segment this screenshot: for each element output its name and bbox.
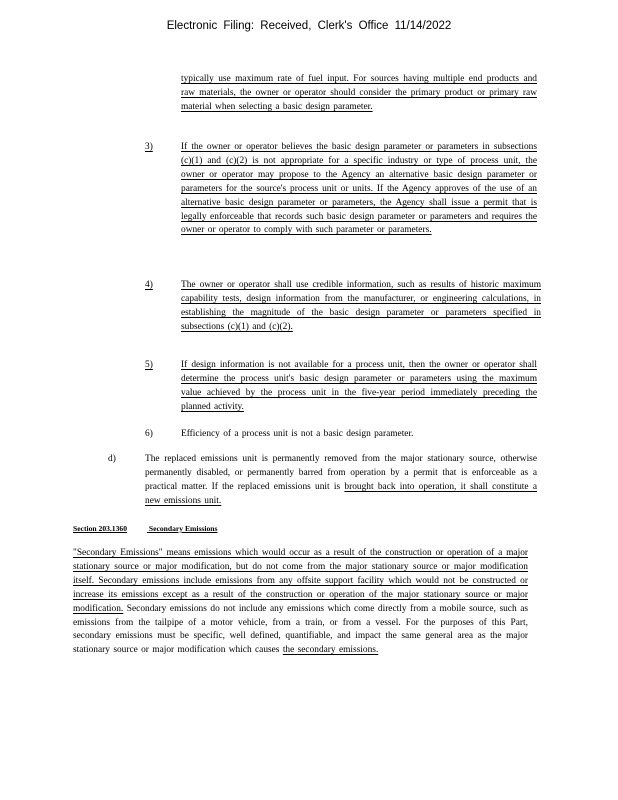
definition-underlined-end: the secondary emissions. [282, 645, 379, 656]
item-3-text: If the owner or operator believes the basic design parameter or parameters in subsections (c)(1) and (c)(2) is not appropriate for a specific industry or type of process unit, the owner or operator may propose to the Agency an alternative basic design parameter or parameters for the source's process unit or units. If the Agency approves of the use of an alternative basic design parameter or parameters, the Agency shall issue a permit that is legally enforceable that records such basic design parameter or parameters and requires the owner or operator to comply with such parameter or parameters. [181, 142, 537, 236]
continuation-paragraph: typically use maximum rate of fuel input. For sources having multiple end products and raw materials, the owner or operator should consider the primary product or primary raw material when selecting a basic design parameter. [181, 74, 537, 112]
section-number: Section 203.1360 [73, 524, 127, 533]
item-5-text [181, 359, 537, 415]
item-6-text: Efficiency of a process unit is not a basic design parameter. [181, 429, 414, 439]
item-4-number: 4) [145, 280, 153, 290]
item-d-text [145, 453, 537, 509]
item-d-text-underlined: brought back into operation, it shall constitute a new emissions unit. [145, 481, 537, 506]
filing-header: Electronic Filing: Received, Clerk's Office 11/14/2022 [166, 20, 452, 32]
item-5-text-content: If design information is not available for a process unit, then the owner or operator shall determine the process unit's basic design parameter or parameters using the maximum value achieved by the process unit in the five-year period immediately preceding the planned activity. [181, 360, 537, 412]
definition-underlined: "Secondary Emissions" means emissions which would occur as a result of the construction or operation of a major stationary source or major modification, but do not come from the major stationary source or major modification itself. Secondary emissions include emissions from any offsite support facility which would not be constructed or increase its emissions except as a result of the construction or operation of the major stationary source or major modification. [73, 548, 528, 614]
item-5-number: 5) [145, 360, 153, 370]
section-title: Secondary Emissions [148, 524, 218, 533]
item-6-number: 6) [145, 429, 153, 439]
item-3-number: 3) [145, 142, 153, 152]
item-d-number: d) [108, 454, 116, 464]
item-d-text-plain: The replaced emissions unit is permanently removed from the major stationary source, otherwise permanently disabled, or permanently barred from operation by a permit that is enforceable as a practical matter. If the replaced emissions unit is [145, 454, 537, 492]
section-heading [73, 524, 237, 533]
definition-paragraph [73, 547, 528, 658]
definition-plain: Secondary emissions do not include any emissions which come directly from a mobile source, such as emissions from the tailpipe of a motor vehicle, from a train, or from a vessel. For the purposes of this Part, secondary emissions must be specific, well defined, quantifiable, and impact the same general area as the major stationary source or major modification which causes [73, 603, 529, 656]
item-4-text: The owner or operator shall use credible information, such as results of historic maximum capability tests, design information from the manufacturer, or engineering calculations, in establishing the magnitude of the basic design parameter or parameters specified in subsections (c)(1) and (c)(2). [181, 280, 541, 332]
